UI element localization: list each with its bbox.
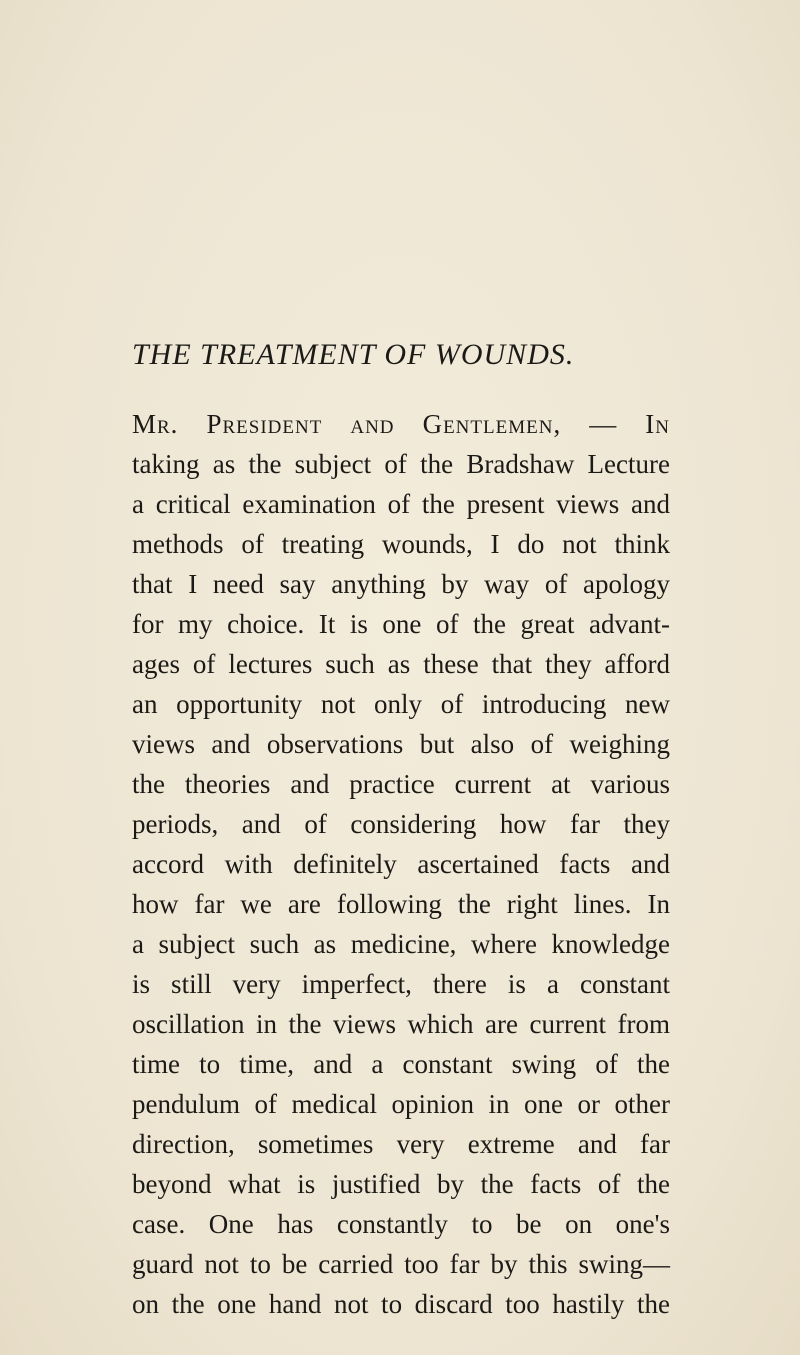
text-line: a critical examination of the present views and (132, 489, 670, 519)
text-line: that I need say anything by way of apology (132, 569, 670, 599)
text-line: ages of lectures such as these that they afford (132, 649, 670, 679)
text-line: guard not to be carried too far by this swing— (132, 1249, 670, 1279)
text-line: taking as the subject of the Bradshaw Lecture (132, 449, 670, 479)
text-line: a subject such as medicine, where knowledge (132, 929, 670, 959)
text-line: an opportunity not only of introducing new (132, 689, 670, 719)
text-line: methods of treating wounds, I do not think (132, 529, 670, 559)
text-line: the theories and practice current at various (132, 769, 670, 799)
text-line: views and observations but also of weighing (132, 729, 670, 759)
text-line: how far we are following the right lines. In (132, 889, 670, 919)
text-line: for my choice. It is one of the great advant- (132, 609, 670, 639)
text-line: on the one hand not to discard too hastily the (132, 1289, 670, 1319)
text-line: pendulum of medical opinion in one or other (132, 1089, 670, 1119)
body-text (132, 404, 670, 1324)
text-line: direction, sometimes very extreme and far (132, 1129, 670, 1159)
text-line: beyond what is justified by the facts of the (132, 1169, 670, 1199)
text-line: accord with definitely ascertained facts and (132, 849, 670, 879)
text-line: periods, and of considering how far they (132, 809, 670, 839)
text-line: oscillation in the views which are current from (132, 1009, 670, 1039)
text-line: Mr. President and Gentlemen, — In (132, 409, 670, 439)
text-line: case. One has constantly to be on one's (132, 1209, 670, 1239)
text-line: time to time, and a constant swing of the (132, 1049, 670, 1079)
chapter-title: THE TREATMENT OF WOUNDS. (132, 338, 575, 371)
text-line: is still very imperfect, there is a constant (132, 969, 670, 999)
